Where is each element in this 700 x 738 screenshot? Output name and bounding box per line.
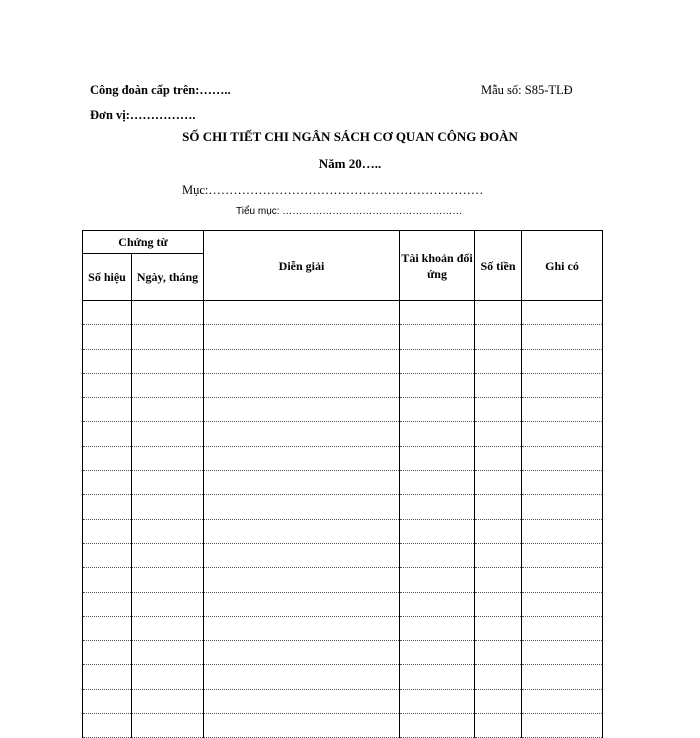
table-cell [204, 349, 400, 373]
voucher-date-header: Ngày, tháng [132, 254, 204, 301]
table-cell [83, 446, 132, 470]
table-row [83, 422, 603, 446]
table-cell [132, 543, 204, 567]
table-cell [204, 568, 400, 592]
table-cell [204, 689, 400, 713]
table-cell [132, 495, 204, 519]
table-cell [475, 616, 522, 640]
table-cell [83, 641, 132, 665]
category-muc: Mục:………………………………………………………… [182, 183, 484, 197]
table-cell [475, 592, 522, 616]
description-header: Diễn giải [204, 231, 400, 301]
table-cell [204, 592, 400, 616]
table-cell [400, 616, 475, 640]
table-row [83, 471, 603, 495]
table-row [83, 714, 603, 738]
table-cell [132, 714, 204, 738]
table-cell [83, 616, 132, 640]
table-cell [522, 495, 603, 519]
table-cell [400, 495, 475, 519]
table-cell [475, 325, 522, 349]
table-cell [400, 301, 475, 325]
upper-org-label: Công đoàn cấp trên:…….. [90, 83, 231, 97]
table-cell [475, 446, 522, 470]
table-cell [522, 301, 603, 325]
table-cell [475, 641, 522, 665]
table-row [83, 616, 603, 640]
table-row [83, 325, 603, 349]
document-year: Năm 20….. [318, 156, 382, 171]
table-cell [204, 325, 400, 349]
table-cell [204, 446, 400, 470]
table-cell [83, 471, 132, 495]
table-cell [204, 471, 400, 495]
table-cell [522, 471, 603, 495]
table-cell [132, 616, 204, 640]
table-cell [83, 689, 132, 713]
table-cell [83, 398, 132, 422]
table-cell [132, 689, 204, 713]
table-cell [522, 446, 603, 470]
table-cell [522, 592, 603, 616]
table-cell [400, 568, 475, 592]
table-cell [132, 641, 204, 665]
counter-account-header: Tài khoản đối ứng [400, 231, 475, 301]
table-cell [400, 519, 475, 543]
voucher-number-header: Số hiệu [83, 254, 132, 301]
table-cell [400, 398, 475, 422]
table-cell [522, 349, 603, 373]
table-row [83, 568, 603, 592]
table-cell [204, 641, 400, 665]
table-cell [475, 471, 522, 495]
table-cell [522, 714, 603, 738]
table-cell [400, 422, 475, 446]
table-cell [522, 373, 603, 397]
table-cell [522, 519, 603, 543]
table-cell [83, 301, 132, 325]
table-cell [400, 446, 475, 470]
table-cell [204, 301, 400, 325]
table-cell [204, 665, 400, 689]
table-row [83, 689, 603, 713]
table-cell [132, 446, 204, 470]
table-cell [83, 714, 132, 738]
table-row [83, 519, 603, 543]
table-row [83, 543, 603, 567]
table-cell [475, 543, 522, 567]
table-row [83, 446, 603, 470]
table-cell [400, 689, 475, 713]
table-cell [83, 592, 132, 616]
table-row [83, 495, 603, 519]
table-cell [204, 398, 400, 422]
table-cell [522, 422, 603, 446]
table-cell [204, 519, 400, 543]
table-cell [522, 543, 603, 567]
form-code-label: Mẫu số: S85-TLĐ [481, 83, 573, 97]
table-row [83, 665, 603, 689]
table-cell [400, 373, 475, 397]
table-cell [83, 568, 132, 592]
table-cell [475, 714, 522, 738]
table-cell [83, 665, 132, 689]
table-cell [83, 422, 132, 446]
table-cell [132, 373, 204, 397]
table-cell [83, 495, 132, 519]
table-cell [132, 398, 204, 422]
table-cell [204, 422, 400, 446]
table-row [83, 641, 603, 665]
table-cell [522, 665, 603, 689]
table-cell [400, 641, 475, 665]
table-row [83, 301, 603, 325]
table-cell [475, 349, 522, 373]
table-cell [400, 543, 475, 567]
table-cell [83, 373, 132, 397]
table-cell [475, 519, 522, 543]
credit-header: Ghi có [522, 231, 603, 301]
table-row [83, 349, 603, 373]
table-cell [400, 665, 475, 689]
table-cell [132, 665, 204, 689]
table-cell [400, 471, 475, 495]
table-cell [204, 543, 400, 567]
category-tieu-muc: Tiểu mục: ……………………………………………… [236, 206, 463, 217]
table-cell [204, 373, 400, 397]
table-cell [400, 714, 475, 738]
table-cell [522, 689, 603, 713]
table-cell [522, 616, 603, 640]
table-cell [132, 325, 204, 349]
table-cell [83, 519, 132, 543]
table-cell [132, 422, 204, 446]
table-cell [204, 714, 400, 738]
table-cell [132, 568, 204, 592]
table-cell [400, 592, 475, 616]
table-cell [475, 495, 522, 519]
table-cell [522, 568, 603, 592]
table-cell [132, 471, 204, 495]
table-cell [475, 301, 522, 325]
table-cell [522, 325, 603, 349]
table-cell [400, 349, 475, 373]
table-cell [475, 398, 522, 422]
table-cell [522, 398, 603, 422]
table-cell [522, 641, 603, 665]
unit-label: Đơn vị:……………. [90, 108, 196, 122]
table-cell [475, 422, 522, 446]
voucher-group-header: Chứng từ [83, 231, 204, 254]
table-row [83, 592, 603, 616]
table-cell [83, 325, 132, 349]
table-cell [475, 373, 522, 397]
ledger-table [82, 230, 603, 738]
table-cell [132, 349, 204, 373]
table-cell [475, 568, 522, 592]
document-title: SỐ CHI TIẾT CHI NGÂN SÁCH CƠ QUAN CÔNG ĐOÀN [182, 129, 518, 144]
table-cell [204, 495, 400, 519]
table-cell [132, 519, 204, 543]
table-row [83, 373, 603, 397]
table-row [83, 398, 603, 422]
table-cell [204, 616, 400, 640]
table-cell [475, 689, 522, 713]
table-cell [83, 349, 132, 373]
table-cell [132, 592, 204, 616]
table-cell [475, 665, 522, 689]
amount-header: Số tiền [475, 231, 522, 301]
table-cell [83, 543, 132, 567]
table-cell [132, 301, 204, 325]
table-cell [400, 325, 475, 349]
